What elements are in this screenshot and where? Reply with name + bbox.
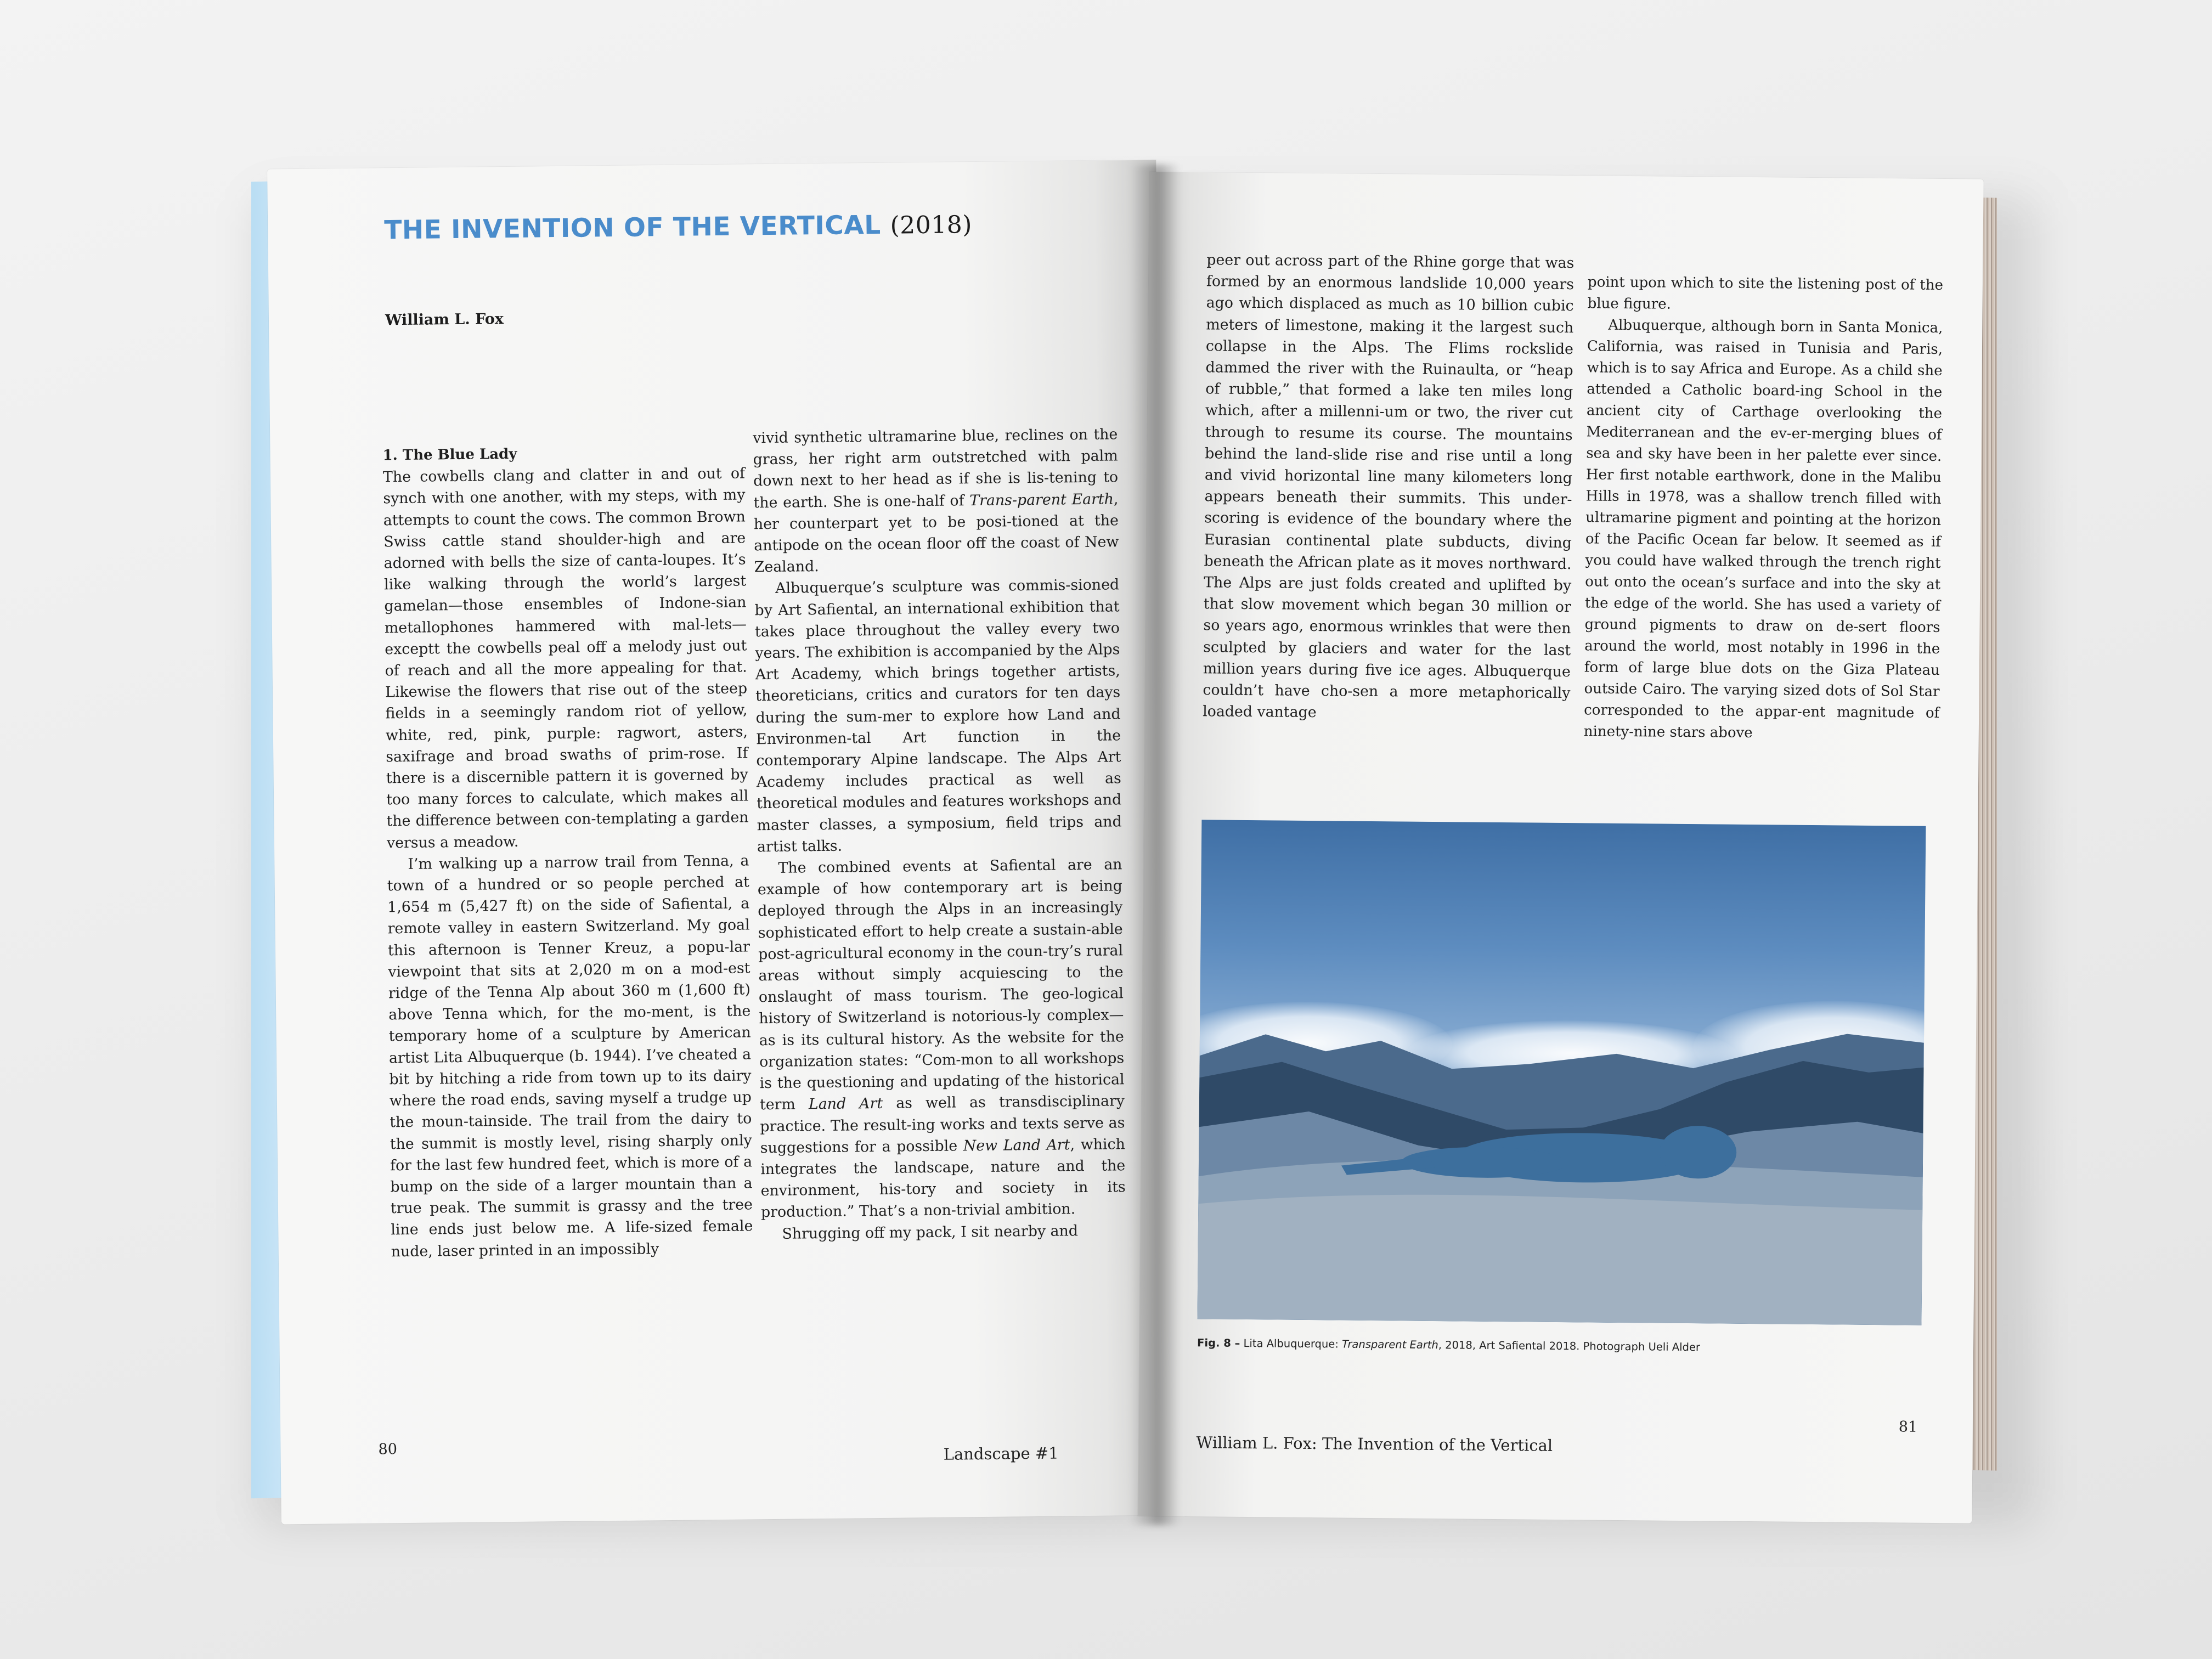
page-number: 81 [1898, 1418, 1918, 1436]
paragraph: Albuquerque’s sculpture was commis-sioned by Art Safiental, an international exhibition that takes place throughout the valley every two years. The exhibition is accompanied by the Alps Art Academy, which brings together artists, theoreticians, critics and curators for ten days during the sum-mer to explore how Land and Environmen-tal Art function in the contemporary Alpine landscape. The Alps Art Academy includes practical as well as theoretical modules and features workshops and master classes, a symposium, field trips and artist talks. [754, 576, 1122, 856]
figure-caption: Fig. 8 – Lita Albuquerque: Transparent Earth, 2018, Art Safiental 2018. Photograph Ueli Alder [1197, 1336, 1701, 1354]
chapter-title [384, 208, 1043, 246]
chapter-year: (2018) [890, 211, 973, 240]
page-number: 80 [378, 1441, 398, 1458]
right-column-1 [1203, 249, 1575, 725]
left-column-1 [382, 441, 753, 1262]
paragraph: The combined events at Safiental are an example of how contemporary art is being deployed through the Alps in an increasingly sophisticated effort to help create a sustain-able post-agricultural economy in the coun-try’s rural areas without simply acquiescing to the onslaught of mass tourism. The geo-logical history of Switzerland is notorious-ly complex—as is its cultural history. As the website for the organization states: “Com-mon to all workshops is the questioning and updating of the historical term Land Art as well as transdisciplinary practice. The result-ing works and texts serve as suggestions for a possible New Land Art, which integrates the landscape, nature and the environment, his-tory and society in its production.” That’s a non-trivial ambition. [757, 856, 1126, 1221]
right-column-2 [1584, 272, 1943, 746]
figure-photo [1197, 820, 1926, 1325]
paragraph: Shrugging off my pack, I sit nearby and [782, 1222, 1079, 1243]
left-column-2 [753, 424, 1126, 1245]
left-page [267, 160, 1170, 1525]
section-heading: 1. The Blue Lady [382, 445, 517, 464]
running-footer: William L. Fox: The Invention of the Vertical [1196, 1433, 1553, 1455]
paragraph: point upon which to site the listening post of the blue figure. [1587, 274, 1944, 313]
paragraph: Albuquerque, although born in Santa Monica, California, was raised in Tunisia and Paris, which is to say Africa and Europe. As a child she attended a Catholic board-ing School in the ancient city of Carthage overlooking the Mediterranean and the ev-er-merging blues of sea and sky have been in her palette ever since. Her first notable earthwork, done in the Malibu Hills in 1978, was a shallow trench filled with ultramarine pigment and pointing at the horizon of the Pacific Ocean far below. It seemed as if you could have walked through the trench right out onto the ocean’s surface and into the sky at the edge of the world. She has used a variety of ground pigments to draw on de-sert floors around the world, most notably in 1996 in the form of large blue dots on the Giza Plateau outside Cairo. The varying sized dots of Sol Star corresponded to the appar-ent magnitude of ninety-nine stars above [1583, 317, 1943, 742]
paragraph: I’m walking up a narrow trail from Tenna, a town of a hundred or so people perched at 1,654 m (5,427 ft) on the side of Safiental, a remote valley in eastern Switzerland. My goal this afternoon is Tenner Kreuz, a popu-lar viewpoint that sits at 2,020 m on a mod-est ridge of the Tenna Alp about 360 m (1,600 ft) above Tenna which, for the mo-ment, is the temporary home of a sculpture by American artist Lita Albuquerque (b. 1944). I’ve cheated a bit by hitching a ride from town up to its dairy where the road ends, saving myself a trudge up the moun-tainside. The trail from the dairy to the summit is mostly level, rising sharply only for the last few hundred feet, which is more of a bump on the side of a larger mountain than a true peak. The summit is grassy and the tree line ends just below me. A life-sized female nude, laser printed in an impossibly [387, 852, 753, 1260]
photo-landscape [1197, 820, 1926, 1325]
author-name: William L. Fox [385, 311, 504, 329]
paragraph: The cowbells clang and clatter in and out of synch with one another, with my steps, with my attempts to count the cows. The common Brown Swiss cattle stand shoulder-high and are adorned with bells the size of canta-loupes. It’s like walking through the world’s largest gamelan—those ensembles of Indone-sian metallophones hammered with mal-lets—exceptt the cowbells peal off a melody just out of reach and all the more appealing for that. Likewise the flowers that rise out of the steep fields in a seemingly random riot of yellow, white, red, pink, purple: ragwort, asters, saxifrage and broad swaths of prim-rose. If there is a discernible pattern it is governed by too many forces to calculate, which makes all the difference between con-templating a garden versus a meadow. [382, 465, 749, 851]
paragraph: peer out across part of the Rhine gorge that was formed by an enormous landslide 10,000 years ago which displaced as much as 10 billion cubic meters of limestone, making it the largest such collapse in the Alps. The Flims rockslide dammed the river with the Ruinaulta, or “heap of rubble,” that formed a lake ten miles long which, after a millenni-um or two, the river cut through to resume its course. The mountains behind the land-slide rise and rise until a long and vivid horizontal line many kilometers long appears beneath their summits. This under-scoring is evidence of the boundary where the Eurasian continental plate subducts, diving beneath the African plate as it moves northward. The Alps are just folds created and uplifted by that slow movement which began 30 million or so years ago, enormous wrinkles that were then sculpted by glaciers and water for the last million years during five ice ages. Albuquerque couldn’t have cho-sen a more metaphorically loaded vantage [1203, 251, 1575, 721]
book-gutter [1130, 165, 1180, 1525]
paragraph: vivid synthetic ultramarine blue, reclines on the grass, her right arm outstretched with palm down next to her head as if she is lis-tening to the earth. She is one-half of Trans-parent Earth, her counterpart yet to be posi-tioned at the antipode on the ocean floor off the coast of New Zealand. [753, 426, 1119, 576]
right-page [1138, 172, 1983, 1523]
chapter-title-text: THE INVENTION OF THE VERTICAL [384, 210, 881, 246]
running-footer: Landscape #1 [943, 1443, 1059, 1464]
